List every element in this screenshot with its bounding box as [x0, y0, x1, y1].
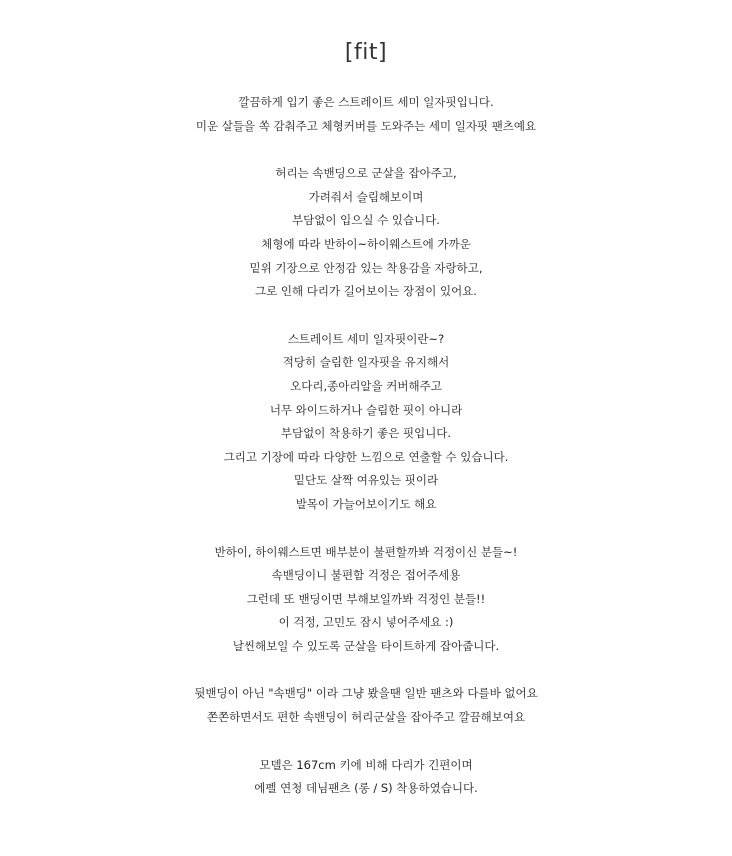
text-line: 밑위 기장으로 안정감 있는 착용감을 자랑하고,	[249, 260, 483, 275]
text-line: 반하이, 하이웨스트면 배부분이 불편할까봐 걱정이신 분들~!	[214, 544, 518, 559]
text-line: 오다리,종아리알을 커버해주고	[290, 378, 442, 393]
text-line: 밑단도 살짝 여유있는 핏이라	[293, 473, 439, 488]
text-line: 가려줘서 슬림해보이며	[308, 189, 424, 204]
text-line: 그런데 또 밴딩이면 부해보일까봐 걱정인 분들!!	[246, 591, 486, 606]
text-line: 부담없이 입으실 수 있습니다.	[292, 213, 440, 228]
text-line: 너무 와이드하거나 슬림한 핏이 아니라	[269, 402, 463, 417]
text-line: 발목이 가늘어보이기도 해요	[295, 496, 437, 511]
description-body	[0, 91, 732, 825]
text-line: 깔끔하게 입기 좋은 스트레이트 세미 일자핏입니다.	[238, 95, 494, 109]
text-line: 이 걱정, 고민도 잠시 넣어주세요 :)	[278, 615, 454, 630]
text-line: 날씬해보일 수 있도록 군살을 타이트하게 잡아줍니다.	[232, 638, 500, 653]
paragraph-intro	[0, 91, 732, 138]
text-line: 체형에 따라 반하이~하이웨스트에 가까운	[261, 236, 471, 251]
page-title: [fit]	[344, 40, 388, 65]
paragraph-banding	[0, 541, 732, 659]
text-line: 부담없이 착용하기 좋은 핏입니다.	[280, 426, 452, 441]
text-line: 그로 인해 다리가 길어보이는 장점이 있어요.	[255, 284, 477, 299]
text-line: 허리는 속밴딩으로 군살을 잡아주고,	[275, 166, 457, 181]
text-line: 속밴딩이니 불편함 걱정은 접어주세용	[271, 568, 461, 583]
text-line: 적당히 슬림한 일자핏을 유지해서	[282, 355, 450, 370]
paragraph-waist	[0, 162, 732, 304]
text-line: 쫀쫀하면서도 편한 속밴딩이 허리군살을 잡아주고 깔끔해보여요	[206, 710, 526, 725]
text-line: 그리고 기장에 따라 다양한 느낌으로 연출할 수 있습니다.	[223, 449, 509, 464]
text-line: 스트레이트 세미 일자핏이란~?	[287, 331, 445, 346]
text-line: 미운 살들을 쏙 감춰주고 체형커버를 도와주는 세미 일자핏 팬츠예요	[195, 118, 537, 133]
paragraph-straight-fit	[0, 328, 732, 517]
text-line: 모델은 167cm 키에 비해 다리가 긴편이며	[259, 757, 473, 772]
text-line: 에펠 연청 데님팬츠 (롱 / S) 착용하였습니다.	[254, 781, 478, 796]
paragraph-inner-banding	[0, 682, 732, 729]
paragraph-model-info	[0, 754, 732, 801]
text-line: 뒷밴딩이 아닌 "속밴딩" 이라 그냥 봤을땐 일반 팬츠와 다를바 없어요	[194, 686, 538, 701]
